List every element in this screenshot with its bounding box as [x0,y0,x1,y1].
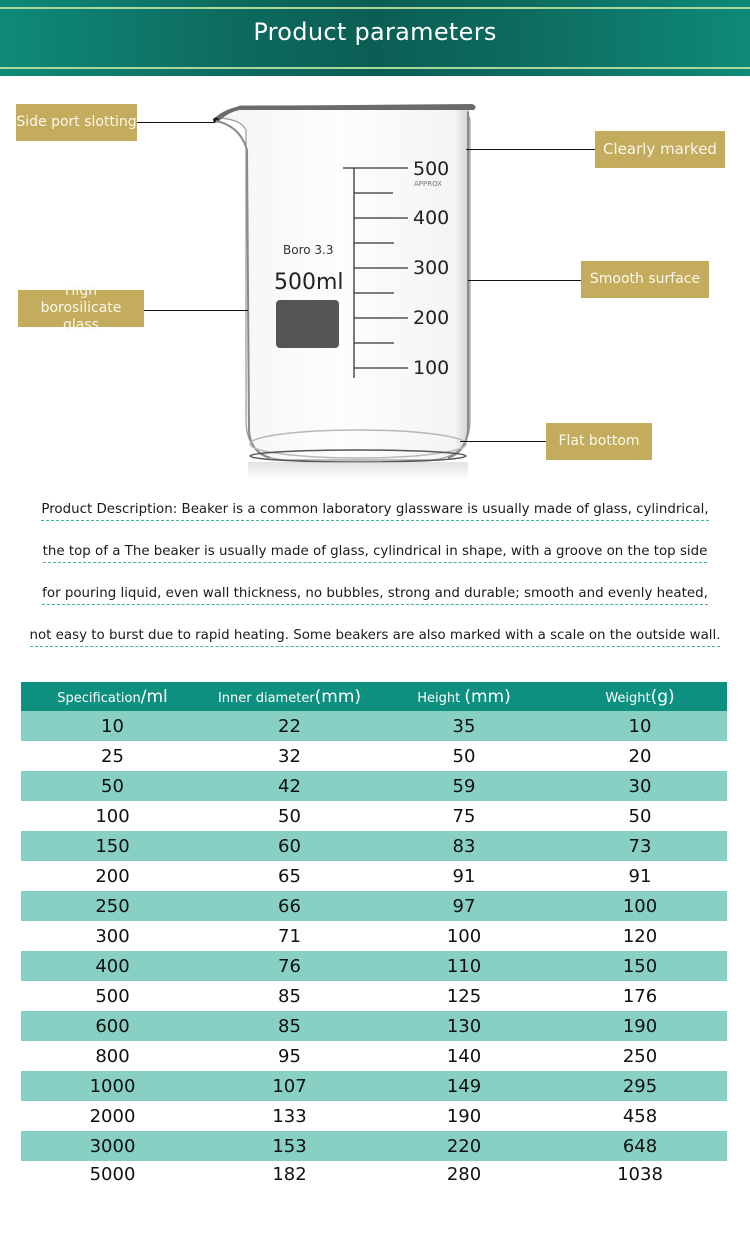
cell-inner-diameter: 107 [204,1071,375,1101]
table-row [21,1161,727,1187]
scale-mark-500: 500 [413,158,450,180]
column-header-inner-diameter: Inner diameter(mm) [204,682,375,711]
callout-side-port-slotting: Side port slotting [16,104,137,141]
cell-height: 280 [446,1163,482,1185]
scale-note: APPROX [414,180,442,188]
cell-weight: 150 [553,951,727,981]
cell-weight: 20 [628,745,652,767]
table-row [21,741,727,771]
cell-weight: 100 [553,891,727,921]
scale-mark-300: 300 [413,257,450,279]
description-line: for pouring liquid, even wall thickness, no bubbles, strong and durable; smooth and evenly heated, [0,586,750,601]
cell-inner-diameter: 85 [278,985,301,1007]
page-title: Product parameters [253,18,497,46]
description-line: Product Description: Beaker is a common laboratory glassware is usually made of glass, cylindrical, [0,502,750,517]
column-header-weight: Weight(g) [553,682,727,711]
cell-inner-diameter: 182 [272,1163,307,1185]
brand-mark: Boro 3.3 [283,243,334,257]
table-row [21,951,727,981]
cell-specification: 10 [21,711,204,741]
leader-line-borosilicate [144,310,248,311]
cell-inner-diameter: 133 [272,1105,307,1127]
column-header-height: Height (mm) [375,682,553,711]
table-row [21,1011,727,1041]
cell-weight: 30 [553,771,727,801]
cell-inner-diameter: 85 [204,1011,375,1041]
leader-line-flat-bottom [460,441,546,442]
callout-high-borosilicate-glass: High borosilicate glass [18,290,144,327]
table-row [21,831,727,861]
scale-mark-200: 200 [413,307,450,329]
cell-specification: 5000 [89,1163,136,1185]
scale-mark-100: 100 [413,357,450,379]
leader-line-side-port [137,122,215,123]
table-row [21,1131,727,1161]
cell-weight: 120 [622,925,658,947]
cell-specification: 200 [95,865,130,887]
callout-smooth-surface: Smooth surface [581,261,709,298]
cell-height: 83 [375,831,553,861]
cell-weight: 1038 [617,1163,663,1185]
cell-specification: 600 [21,1011,204,1041]
cell-specification: 800 [95,1045,130,1067]
description-line: the top of a The beaker is usually made of glass, cylindrical in shape, with a groove on the top side [0,544,750,559]
table-row [21,891,727,921]
cell-specification: 3000 [21,1131,204,1161]
cell-height: 59 [375,771,553,801]
table-header-row [21,682,727,711]
cell-weight: 50 [628,805,652,827]
cell-height: 220 [375,1131,553,1161]
cell-height: 190 [446,1105,482,1127]
cell-inner-diameter: 153 [204,1131,375,1161]
cell-height: 125 [446,985,482,1007]
capacity-label: 500ml [274,270,344,295]
cell-inner-diameter: 60 [204,831,375,861]
cell-height: 91 [452,865,476,887]
cell-specification: 300 [95,925,130,947]
scale-mark-400: 400 [413,207,450,229]
header-banner [0,0,750,76]
cell-height: 97 [375,891,553,921]
leader-line-clearly-marked [466,149,595,150]
cell-specification: 2000 [89,1105,136,1127]
table-row [21,981,727,1011]
specification-table [21,682,727,1187]
cell-weight: 176 [622,985,658,1007]
description-line: not easy to burst due to rapid heating. Some beakers are also marked with a scale on the outside wall. [0,628,750,643]
cell-specification: 500 [95,985,130,1007]
table-row [21,711,727,741]
cell-specification: 150 [21,831,204,861]
cell-weight: 250 [622,1045,658,1067]
table-row [21,771,727,801]
banner-bottom-stripe [0,67,750,69]
table-row [21,801,727,831]
cell-inner-diameter: 22 [204,711,375,741]
cell-inner-diameter: 95 [278,1045,301,1067]
table-row [21,861,727,891]
cell-inner-diameter: 66 [204,891,375,921]
table-row [21,1071,727,1101]
callout-flat-bottom: Flat bottom [546,423,652,460]
cell-specification: 1000 [21,1071,204,1101]
banner-top-stripe [0,7,750,9]
cell-height: 130 [375,1011,553,1041]
column-header-specification: Specification/ml [21,682,204,711]
cell-inner-diameter: 42 [204,771,375,801]
cell-specification: 250 [21,891,204,921]
cell-weight: 73 [553,831,727,861]
cell-height: 149 [375,1071,553,1101]
table-row [21,921,727,951]
cell-specification: 400 [21,951,204,981]
cell-height: 35 [375,711,553,741]
cell-specification: 100 [95,805,130,827]
table-row [21,1041,727,1071]
cell-inner-diameter: 71 [278,925,301,947]
cell-inner-diameter: 65 [278,865,301,887]
cell-weight: 458 [622,1105,658,1127]
cell-height: 50 [452,745,476,767]
product-figure [0,80,750,480]
cell-inner-diameter: 76 [204,951,375,981]
cell-weight: 10 [553,711,727,741]
table-row [21,1101,727,1131]
cell-weight: 295 [553,1071,727,1101]
leader-line-smooth-surface [468,280,581,281]
cell-height: 110 [375,951,553,981]
cell-weight: 648 [553,1131,727,1161]
cell-height: 75 [452,805,476,827]
cell-inner-diameter: 32 [278,745,301,767]
cell-weight: 190 [553,1011,727,1041]
cell-weight: 91 [628,865,652,887]
cell-specification: 25 [101,745,124,767]
cell-height: 100 [446,925,482,947]
cell-height: 140 [446,1045,482,1067]
cell-specification: 50 [21,771,204,801]
callout-clearly-marked: Clearly marked [595,131,725,168]
cell-inner-diameter: 50 [278,805,301,827]
